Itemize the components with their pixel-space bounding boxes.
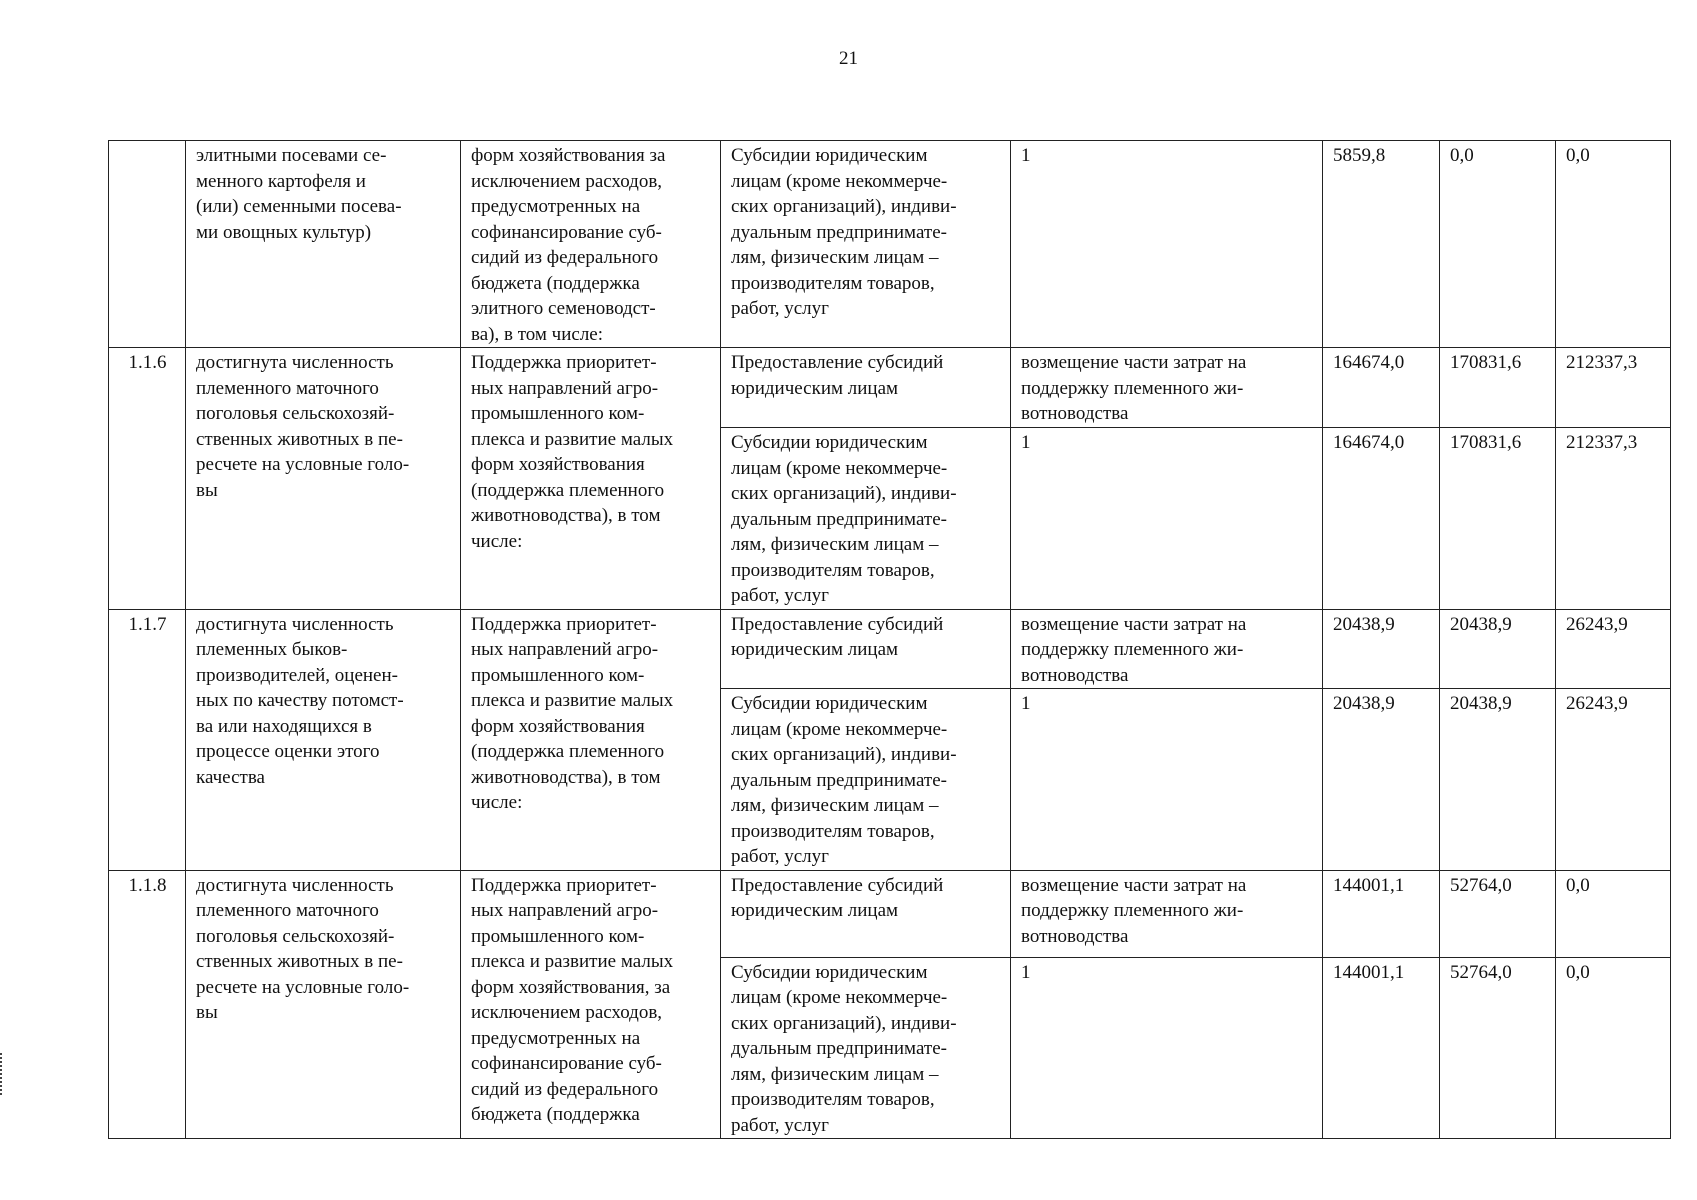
value-year3-cell: 26243,9	[1556, 689, 1671, 871]
goal-cell: элитными посевами се- менного картофеля и (или) семенными посева- ми овощных культур)	[186, 141, 461, 348]
event-cell: форм хозяйствования за исключением расходов, предусмотренных на софинансирование суб- сидий из федерального бюджета (поддержка элитного семеноводст- ва), в том числе:	[461, 141, 721, 348]
table-row-1-1-7	[109, 609, 1671, 689]
event-cell: Поддержка приоритет- ных направлений агро- промышленного ком- плекса и развитие малых форм хозяйствования (поддержка племенного животноводства), в том числе:	[461, 348, 721, 610]
goal-cell: достигнута численность племенных быков- производителей, оценен- ных по качеству потомст- ва или находящихся в процессе оценки этого качества	[186, 609, 461, 870]
value-year2-cell: 20438,9	[1440, 609, 1556, 689]
funding-form-cell: Субсидии юридическим лицам (кроме некоммерче- ских организаций), индиви- дуальным предпринимате- лям, физическим лицам – производителям товаров, работ, услуг	[721, 141, 1011, 348]
value-year1-cell: 144001,1	[1323, 870, 1440, 957]
funding-form-cell: Предоставление субсидий юридическим лицам	[721, 609, 1011, 689]
purpose-cell: возмещение части затрат на поддержку племенного жи- вотноводства	[1011, 348, 1323, 428]
purpose-cell: 1	[1011, 689, 1323, 871]
value-year1-cell: 164674,0	[1323, 348, 1440, 428]
row-number-cell: 1.1.6	[109, 348, 186, 610]
value-year1-cell: 144001,1	[1323, 957, 1440, 1139]
value-year1-cell: 20438,9	[1323, 609, 1440, 689]
funding-form-cell: Субсидии юридическим лицам (кроме некоммерче- ских организаций), индиви- дуальным предпринимате- лям, физическим лицам – производителям товаров, работ, услуг	[721, 428, 1011, 610]
row-number-cell: 1.1.8	[109, 870, 186, 1139]
page-number: 21	[839, 48, 858, 69]
value-year2-cell: 170831,6	[1440, 428, 1556, 610]
budget-table	[108, 140, 1671, 1139]
funding-form-cell: Предоставление субсидий юридическим лицам	[721, 348, 1011, 428]
value-year3-cell: 0,0	[1556, 957, 1671, 1139]
value-year3-cell: 0,0	[1556, 870, 1671, 957]
funding-form-cell: Субсидии юридическим лицам (кроме некоммерче- ских организаций), индиви- дуальным предпринимате- лям, физическим лицам – производителям товаров, работ, услуг	[721, 689, 1011, 871]
value-year2-cell: 52764,0	[1440, 957, 1556, 1139]
value-year2-cell: 20438,9	[1440, 689, 1556, 871]
scan-edge-mark	[0, 1053, 4, 1095]
value-year2-cell: 170831,6	[1440, 348, 1556, 428]
purpose-cell: возмещение части затрат на поддержку племенного жи- вотноводства	[1011, 870, 1323, 957]
table-row-1-1-6	[109, 348, 1671, 428]
table-row-continuation	[109, 141, 1671, 348]
value-year1-cell: 164674,0	[1323, 428, 1440, 610]
value-year1-cell: 5859,8	[1323, 141, 1440, 348]
value-year3-cell: 212337,3	[1556, 348, 1671, 428]
goal-cell: достигнута численность племенного маточного поголовья сельскохозяй- ственных животных в пе- ресчете на условные голо- вы	[186, 348, 461, 610]
purpose-cell: возмещение части затрат на поддержку племенного жи- вотноводства	[1011, 609, 1323, 689]
table-row-1-1-8	[109, 870, 1671, 957]
value-year2-cell: 52764,0	[1440, 870, 1556, 957]
value-year3-cell: 26243,9	[1556, 609, 1671, 689]
event-cell: Поддержка приоритет- ных направлений агро- промышленного ком- плекса и развитие малых форм хозяйствования, за исключением расходов, предусмотренных на софинансирование суб- сидий из федерального бюджета (поддержка	[461, 870, 721, 1139]
value-year2-cell: 0,0	[1440, 141, 1556, 348]
row-number-cell: 1.1.7	[109, 609, 186, 870]
purpose-cell: 1	[1011, 141, 1323, 348]
value-year3-cell: 0,0	[1556, 141, 1671, 348]
purpose-cell: 1	[1011, 957, 1323, 1139]
event-cell: Поддержка приоритет- ных направлений агро- промышленного ком- плекса и развитие малых форм хозяйствования (поддержка племенного животноводства), в том числе:	[461, 609, 721, 870]
value-year3-cell: 212337,3	[1556, 428, 1671, 610]
funding-form-cell: Субсидии юридическим лицам (кроме некоммерче- ских организаций), индиви- дуальным предпринимате- лям, физическим лицам – производителям товаров, работ, услуг	[721, 957, 1011, 1139]
value-year1-cell: 20438,9	[1323, 689, 1440, 871]
purpose-cell: 1	[1011, 428, 1323, 610]
goal-cell: достигнута численность племенного маточного поголовья сельскохозяй- ственных животных в пе- ресчете на условные голо- вы	[186, 870, 461, 1139]
funding-form-cell: Предоставление субсидий юридическим лицам	[721, 870, 1011, 957]
row-number-cell	[109, 141, 186, 348]
